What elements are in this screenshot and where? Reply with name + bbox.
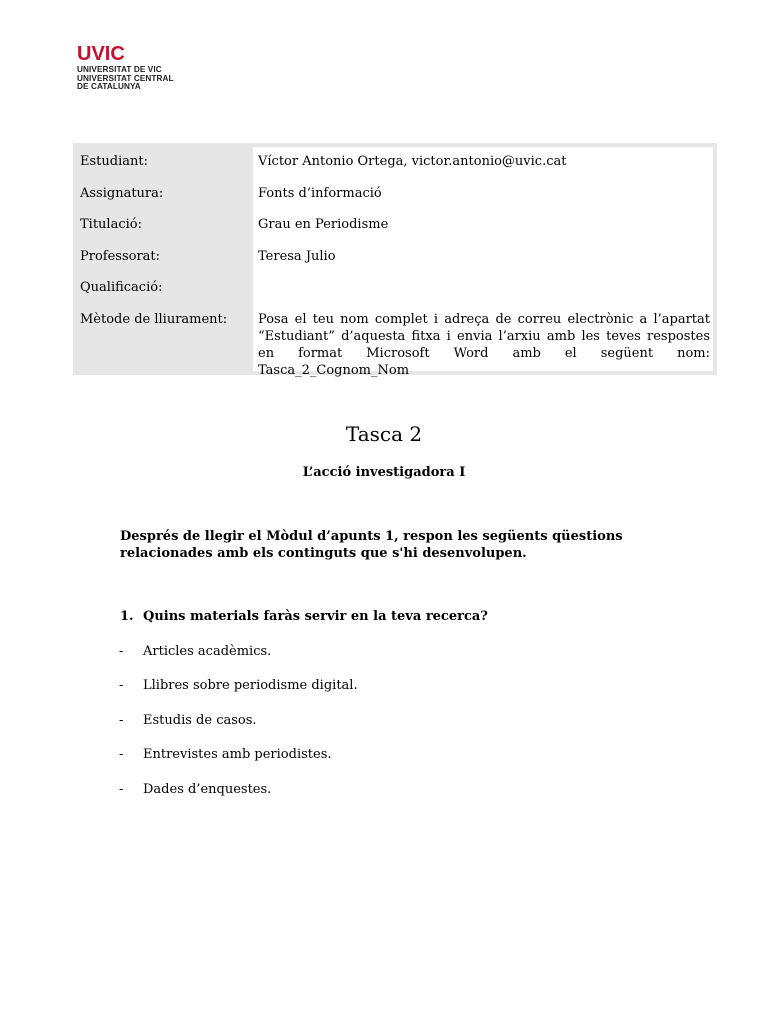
list-item-text: Entrevistes amb periodistes. bbox=[143, 747, 332, 762]
question-1 bbox=[120, 609, 488, 624]
info-label: Mètode de lliurament: bbox=[80, 312, 228, 327]
uvic-logo bbox=[77, 45, 187, 92]
bullet-dash: - bbox=[119, 747, 124, 762]
list-item-text: Articles acadèmics. bbox=[143, 644, 272, 659]
info-label: Estudiant: bbox=[80, 154, 148, 169]
logo-line-2: UNIVERSITAT CENTRAL bbox=[77, 73, 174, 83]
question-number: 1. bbox=[120, 609, 134, 624]
list-item-text: Estudis de casos. bbox=[143, 713, 257, 728]
question-text: Quins materials faràs servir en la teva recerca? bbox=[143, 609, 488, 624]
bullet-dash: - bbox=[119, 644, 124, 659]
info-value: Teresa Julio bbox=[258, 249, 336, 264]
list-item bbox=[119, 678, 358, 693]
list-item-text: Dades d’enquestes. bbox=[143, 782, 272, 797]
list-item bbox=[119, 747, 332, 762]
info-label: Titulació: bbox=[80, 217, 142, 232]
logo-mark: UVIC bbox=[77, 43, 125, 65]
info-label: Qualificació: bbox=[80, 280, 163, 295]
bullet-dash: - bbox=[119, 678, 124, 693]
info-value: Fonts d’informació bbox=[258, 186, 382, 201]
logo-text bbox=[77, 66, 187, 92]
logo-line-1: UNIVERSITAT DE VIC bbox=[77, 65, 162, 74]
list-item bbox=[119, 782, 271, 797]
info-value: Posa el teu nom complet i adreça de correu electrònic a l’apartat “Estudiant” d’aquesta fitxa i envia l’arxiu amb les teves respostes en format Microsoft Word amb el següent nom: Tasca_2_Cognom_Nom bbox=[258, 312, 710, 378]
bullet-dash: - bbox=[119, 713, 124, 728]
info-label: Assignatura: bbox=[80, 186, 164, 201]
logo-line-3: DE CATALUNYA bbox=[77, 82, 141, 92]
list-item bbox=[119, 644, 271, 659]
info-value: Grau en Periodisme bbox=[258, 217, 389, 232]
student-info-table bbox=[73, 143, 717, 378]
page-subtitle: L’acció investigadora I bbox=[302, 465, 466, 480]
list-item bbox=[119, 713, 257, 728]
info-value: Víctor Antonio Ortega, victor.antonio@uvic.cat bbox=[258, 154, 567, 169]
intro-paragraph: Després de llegir el Mòdul d’apunts 1, respon les següents qüestions relacionades amb els continguts que s'hi desenvolupen. bbox=[120, 529, 623, 561]
page-title: Tasca 2 bbox=[345, 422, 423, 446]
info-label: Professorat: bbox=[80, 249, 161, 264]
list-item-text: Llibres sobre periodisme digital. bbox=[143, 678, 358, 693]
bullet-dash: - bbox=[119, 782, 124, 797]
